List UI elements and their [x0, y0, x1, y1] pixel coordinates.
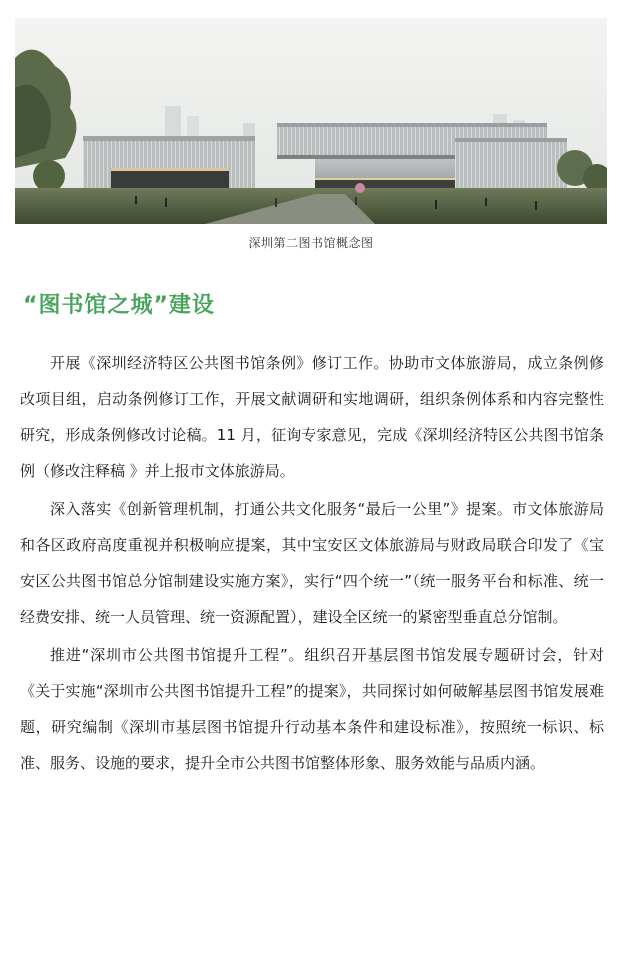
- paragraph-management-proposal: 深入落实《创新管理机制，打通公共文化服务“最后一公里”》提案。市文体旅游局和各区政府高度重视并积极响应提案，其中宝安区文体旅游局与财政局联合印发了《宝安区公共图书馆总分馆制建设实施方案》，实行“四个统一”（统一服务平台和标准、统一经费安排、统一人员管理、统一资源配置），建设全区统一的紧密型垂直总分馆制。: [20, 500, 604, 626]
- section-title: “图书馆之城”建设: [23, 293, 215, 318]
- paragraph-improvement-project: 推进“深圳市公共图书馆提升工程”。组织召开基层图书馆发展专题研讨会，针对《关于实施“深圳市公共图书馆提升工程”的提案》，共同探讨如何破解基层图书馆发展难题，研究编制《深圳市基层图书馆提升行动基本条件和建设标准》，按照统一标识、标准、服务、设施的要求，提升全市公共图书馆整体形象、服务效能与品质内涵。: [20, 646, 604, 772]
- image-caption: 深圳第二图书馆概念图: [248, 236, 374, 250]
- paragraph-charter-revision: 开展《深圳经济特区公共图书馆条例》修订工作。协助市文体旅游局，成立条例修改项目组，启动条例修订工作，开展文献调研和实地调研，组织条例体系和内容完整性研究，形成条例修改讨论稿。11 月，征询专家意见，完成《深圳经济特区公共图书馆条例（修改注释稿 》并上报市文体旅游局。: [20, 354, 604, 480]
- library-concept-image: [15, 18, 607, 224]
- article-body: [20, 345, 604, 783]
